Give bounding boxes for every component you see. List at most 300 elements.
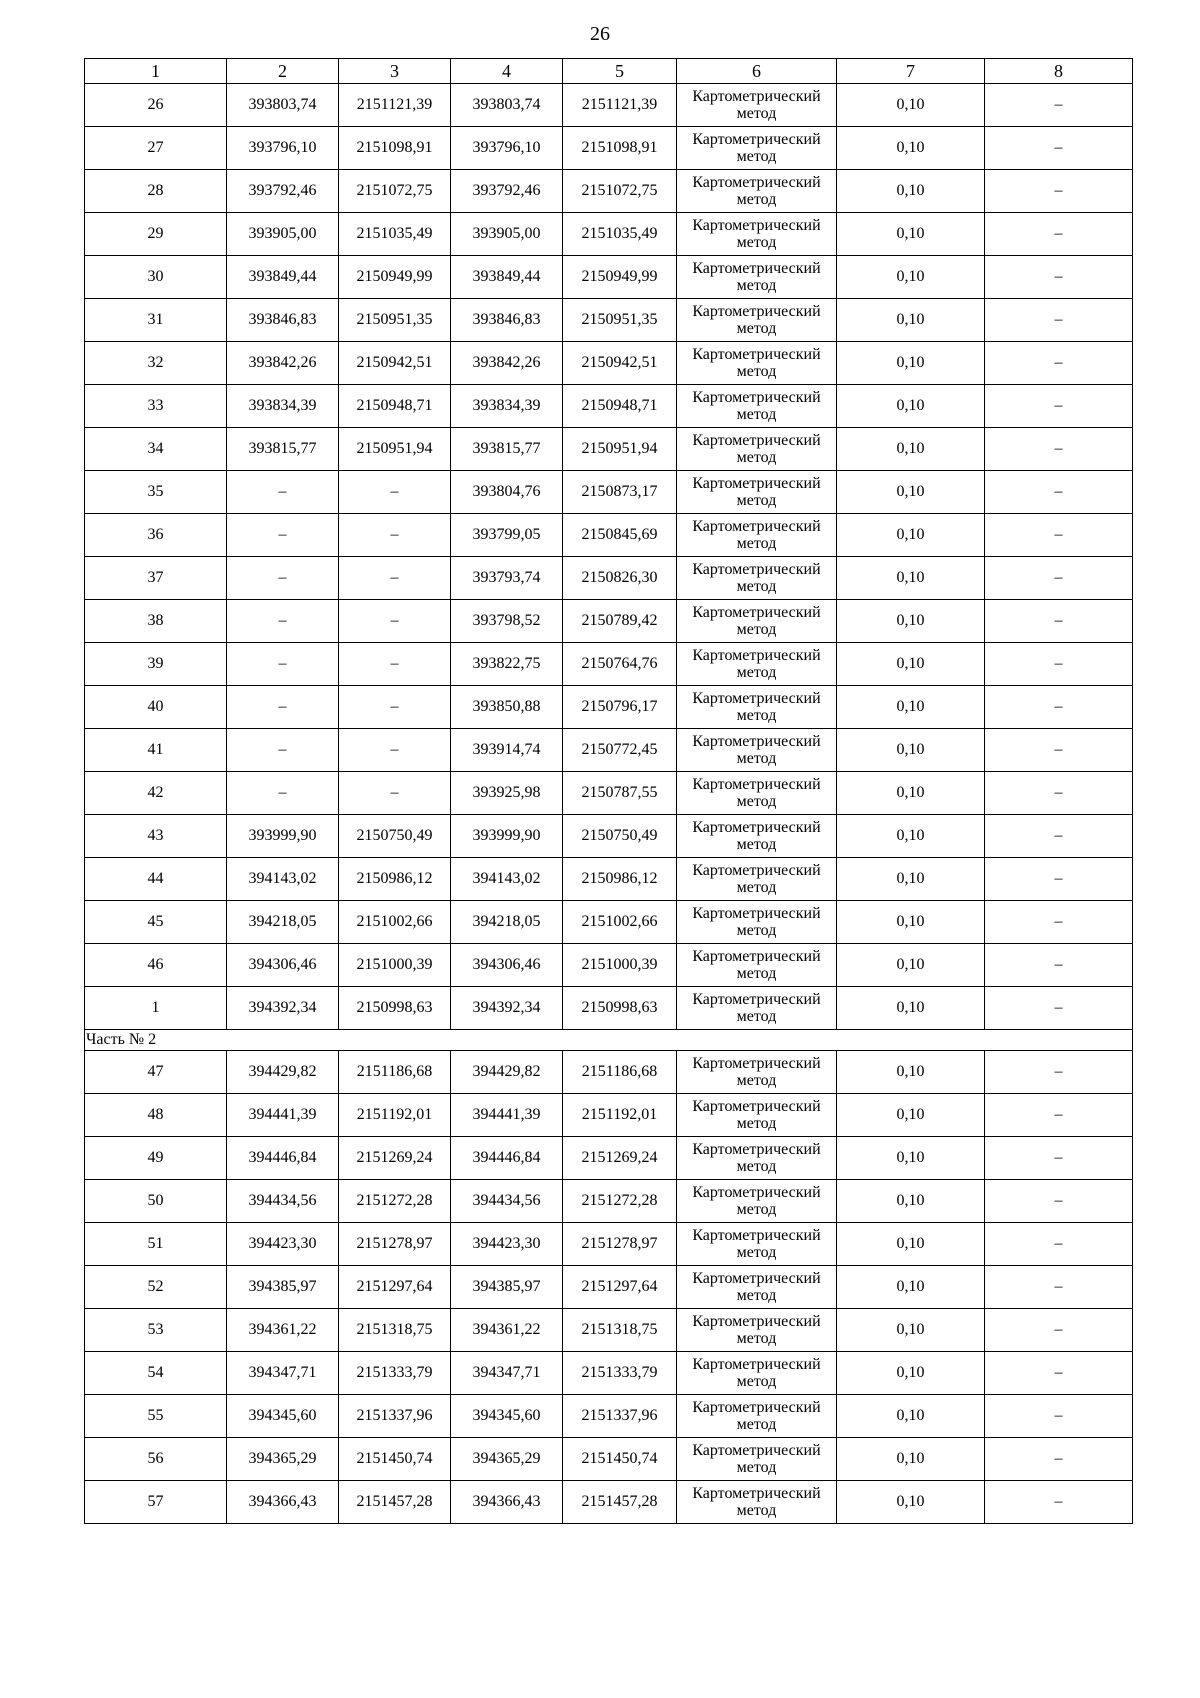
x-new-cell: 393815,77 [451,428,563,471]
description-cell: – [985,385,1133,428]
point-number-cell: 30 [85,256,227,299]
method-line-2: метод [736,1072,777,1089]
x-old-cell: 394366,43 [227,1481,339,1524]
table-row [85,858,1133,901]
y-old-cell: 2151278,97 [339,1223,451,1266]
x-new-cell: 393999,90 [451,815,563,858]
point-number-cell: 44 [85,858,227,901]
description-cell: – [985,987,1133,1030]
table-row [85,514,1133,557]
x-new-cell: 393842,26 [451,342,563,385]
description-cell: – [985,471,1133,514]
accuracy-cell: 0,10 [837,901,985,944]
method-line-2: метод [736,879,777,896]
point-number-cell: 28 [85,170,227,213]
description-cell: – [985,1438,1133,1481]
method-line-1: Картометрический [692,948,821,965]
column-number: 4 [451,59,563,84]
description-cell: – [985,1051,1133,1094]
table-row [85,643,1133,686]
y-old-cell: 2151269,24 [339,1137,451,1180]
y-new-cell: 2150764,76 [563,643,677,686]
method-line-2: метод [736,1158,777,1175]
method-line-1: Картометрический [692,1184,821,1201]
description-cell: – [985,1481,1133,1524]
method-line-1: Картометрический [692,776,821,793]
coordinates-table [84,58,1133,1524]
method-line-1: Картометрический [692,733,821,750]
method-line-2: метод [736,836,777,853]
accuracy-cell: 0,10 [837,127,985,170]
method-line-1: Картометрический [692,1399,821,1416]
accuracy-cell: 0,10 [837,1051,985,1094]
column-number-row [85,59,1133,84]
x-new-cell: 394446,84 [451,1137,563,1180]
y-old-cell: 2151318,75 [339,1309,451,1352]
method-line-1: Картометрический [692,1141,821,1158]
x-old-cell: 393905,00 [227,213,339,256]
y-new-cell: 2150948,71 [563,385,677,428]
method-cell [677,1051,837,1094]
method-cell [677,1266,837,1309]
y-old-cell: – [339,600,451,643]
method-line-2: метод [736,793,777,810]
accuracy-cell: 0,10 [837,686,985,729]
y-old-cell: 2151272,28 [339,1180,451,1223]
y-new-cell: 2150951,35 [563,299,677,342]
description-cell: – [985,514,1133,557]
description-cell: – [985,772,1133,815]
method-line-1: Картометрический [692,1227,821,1244]
x-old-cell: – [227,600,339,643]
table-row [85,428,1133,471]
method-line-2: метод [736,578,777,595]
method-cell [677,170,837,213]
method-line-1: Картометрический [692,303,821,320]
x-new-cell: 393849,44 [451,256,563,299]
method-cell [677,1481,837,1524]
accuracy-cell: 0,10 [837,170,985,213]
x-new-cell: 394385,97 [451,1266,563,1309]
x-new-cell: 394392,34 [451,987,563,1030]
y-new-cell: 2151278,97 [563,1223,677,1266]
accuracy-cell: 0,10 [837,1137,985,1180]
method-cell [677,256,837,299]
table-row [85,256,1133,299]
table-row [85,1223,1133,1266]
accuracy-cell: 0,10 [837,729,985,772]
method-line-2: метод [736,277,777,294]
method-line-1: Картометрический [692,1356,821,1373]
method-line-2: метод [736,1201,777,1218]
point-number-cell: 54 [85,1352,227,1395]
table-row [85,815,1133,858]
y-new-cell: 2150998,63 [563,987,677,1030]
method-line-2: метод [736,535,777,552]
x-new-cell: 394365,29 [451,1438,563,1481]
x-new-cell: 394306,46 [451,944,563,987]
point-number-cell: 40 [85,686,227,729]
y-old-cell: – [339,514,451,557]
method-cell [677,1309,837,1352]
x-old-cell: – [227,514,339,557]
description-cell: – [985,1309,1133,1352]
x-old-cell: – [227,686,339,729]
x-old-cell: – [227,643,339,686]
x-new-cell: 394143,02 [451,858,563,901]
accuracy-cell: 0,10 [837,1395,985,1438]
y-old-cell: 2151000,39 [339,944,451,987]
method-line-2: метод [736,191,777,208]
method-cell [677,600,837,643]
method-cell [677,901,837,944]
accuracy-cell: 0,10 [837,600,985,643]
method-cell [677,557,837,600]
method-line-1: Картометрический [692,346,821,363]
y-new-cell: 2150942,51 [563,342,677,385]
method-line-2: метод [736,105,777,122]
method-line-1: Картометрический [692,647,821,664]
table-row [85,1094,1133,1137]
y-new-cell: 2151318,75 [563,1309,677,1352]
accuracy-cell: 0,10 [837,1094,985,1137]
y-old-cell: – [339,729,451,772]
y-old-cell: 2151002,66 [339,901,451,944]
y-old-cell: 2151186,68 [339,1051,451,1094]
y-old-cell: 2151192,01 [339,1094,451,1137]
table-row [85,127,1133,170]
x-new-cell: 394366,43 [451,1481,563,1524]
method-line-1: Картометрический [692,1270,821,1287]
column-number: 1 [85,59,227,84]
point-number-cell: 42 [85,772,227,815]
x-new-cell: 394429,82 [451,1051,563,1094]
description-cell: – [985,557,1133,600]
accuracy-cell: 0,10 [837,84,985,127]
y-new-cell: 2151457,28 [563,1481,677,1524]
x-old-cell: 393842,26 [227,342,339,385]
description-cell: – [985,901,1133,944]
table-row [85,1438,1133,1481]
method-line-1: Картометрический [692,1313,821,1330]
x-new-cell: 393925,98 [451,772,563,815]
column-number: 5 [563,59,677,84]
column-number: 6 [677,59,837,84]
method-line-2: метод [736,492,777,509]
method-line-1: Картометрический [692,1485,821,1502]
method-line-2: метод [736,965,777,982]
x-old-cell: 394385,97 [227,1266,339,1309]
point-number-cell: 35 [85,471,227,514]
y-old-cell: 2150951,94 [339,428,451,471]
accuracy-cell: 0,10 [837,256,985,299]
y-old-cell: 2150750,49 [339,815,451,858]
x-old-cell: 394429,82 [227,1051,339,1094]
x-old-cell: 394347,71 [227,1352,339,1395]
description-cell: – [985,858,1133,901]
x-old-cell: 394345,60 [227,1395,339,1438]
method-cell [677,385,837,428]
x-new-cell: 393850,88 [451,686,563,729]
description-cell: – [985,299,1133,342]
point-number-cell: 1 [85,987,227,1030]
y-old-cell: 2151450,74 [339,1438,451,1481]
accuracy-cell: 0,10 [837,1438,985,1481]
x-old-cell: 394143,02 [227,858,339,901]
method-line-1: Картометрический [692,862,821,879]
point-number-cell: 38 [85,600,227,643]
description-cell: – [985,729,1133,772]
x-old-cell: 393792,46 [227,170,339,213]
y-new-cell: 2150787,55 [563,772,677,815]
x-new-cell: 393796,10 [451,127,563,170]
accuracy-cell: 0,10 [837,944,985,987]
point-number-cell: 47 [85,1051,227,1094]
x-new-cell: 393798,52 [451,600,563,643]
method-cell [677,1352,837,1395]
method-cell [677,1395,837,1438]
y-new-cell: 2150796,17 [563,686,677,729]
accuracy-cell: 0,10 [837,643,985,686]
method-cell [677,342,837,385]
method-cell [677,944,837,987]
method-cell [677,858,837,901]
description-cell: – [985,686,1133,729]
point-number-cell: 29 [85,213,227,256]
point-number-cell: 56 [85,1438,227,1481]
x-new-cell: 394218,05 [451,901,563,944]
y-old-cell: – [339,772,451,815]
y-old-cell: 2150948,71 [339,385,451,428]
point-number-cell: 50 [85,1180,227,1223]
table-row [85,1352,1133,1395]
table-row [85,772,1133,815]
point-number-cell: 34 [85,428,227,471]
method-line-2: метод [736,664,777,681]
y-new-cell: 2151272,28 [563,1180,677,1223]
method-cell [677,1137,837,1180]
table-row [85,471,1133,514]
description-cell: – [985,428,1133,471]
table-row [85,987,1133,1030]
table-row [85,1180,1133,1223]
point-number-cell: 36 [85,514,227,557]
method-line-1: Картометрический [692,604,821,621]
y-old-cell: 2150998,63 [339,987,451,1030]
method-line-1: Картометрический [692,518,821,535]
y-new-cell: 2150873,17 [563,471,677,514]
column-number: 2 [227,59,339,84]
method-line-2: метод [736,1008,777,1025]
method-cell [677,213,837,256]
x-new-cell: 393914,74 [451,729,563,772]
method-cell [677,84,837,127]
method-line-2: метод [736,1244,777,1261]
table-row [85,84,1133,127]
accuracy-cell: 0,10 [837,1352,985,1395]
accuracy-cell: 0,10 [837,1223,985,1266]
method-line-2: метод [736,320,777,337]
point-number-cell: 46 [85,944,227,987]
x-new-cell: 394434,56 [451,1180,563,1223]
method-cell [677,1438,837,1481]
description-cell: – [985,256,1133,299]
method-cell [677,1223,837,1266]
method-cell [677,127,837,170]
method-line-1: Картометрический [692,690,821,707]
method-line-2: метод [736,1373,777,1390]
method-line-1: Картометрический [692,819,821,836]
description-cell: – [985,213,1133,256]
table-row [85,901,1133,944]
method-line-2: метод [736,707,777,724]
description-cell: – [985,1395,1133,1438]
point-number-cell: 39 [85,643,227,686]
description-cell: – [985,127,1133,170]
method-cell [677,299,837,342]
y-new-cell: 2151035,49 [563,213,677,256]
method-line-2: метод [736,148,777,165]
y-old-cell: 2150949,99 [339,256,451,299]
y-new-cell: 2150826,30 [563,557,677,600]
x-new-cell: 393834,39 [451,385,563,428]
table-row [85,385,1133,428]
accuracy-cell: 0,10 [837,772,985,815]
y-new-cell: 2151002,66 [563,901,677,944]
x-old-cell: 393796,10 [227,127,339,170]
x-new-cell: 394441,39 [451,1094,563,1137]
point-number-cell: 27 [85,127,227,170]
y-new-cell: 2150951,94 [563,428,677,471]
table-row [85,1481,1133,1524]
method-line-1: Картометрический [692,88,821,105]
method-line-2: метод [736,449,777,466]
method-cell [677,643,837,686]
page-number: 26 [590,23,610,45]
x-old-cell: 393834,39 [227,385,339,428]
method-line-1: Картометрический [692,991,821,1008]
point-number-cell: 43 [85,815,227,858]
section-title: Часть № 2 [85,1030,1133,1051]
table-row [85,729,1133,772]
x-new-cell: 393792,46 [451,170,563,213]
y-old-cell: 2150951,35 [339,299,451,342]
description-cell: – [985,1137,1133,1180]
description-cell: – [985,643,1133,686]
y-new-cell: 2151333,79 [563,1352,677,1395]
point-number-cell: 33 [85,385,227,428]
y-new-cell: 2151297,64 [563,1266,677,1309]
point-number-cell: 51 [85,1223,227,1266]
y-old-cell: 2151333,79 [339,1352,451,1395]
point-number-cell: 26 [85,84,227,127]
accuracy-cell: 0,10 [837,428,985,471]
accuracy-cell: 0,10 [837,1481,985,1524]
y-new-cell: 2151269,24 [563,1137,677,1180]
table-row [85,686,1133,729]
y-old-cell: 2151098,91 [339,127,451,170]
x-old-cell: 394441,39 [227,1094,339,1137]
point-number-cell: 55 [85,1395,227,1438]
x-old-cell: 394392,34 [227,987,339,1030]
table-row [85,557,1133,600]
method-line-2: метод [736,1330,777,1347]
x-old-cell: 393846,83 [227,299,339,342]
method-line-1: Картометрический [692,1442,821,1459]
description-cell: – [985,1223,1133,1266]
description-cell: – [985,944,1133,987]
table-row [85,299,1133,342]
y-old-cell: 2151072,75 [339,170,451,213]
y-new-cell: 2150845,69 [563,514,677,557]
x-old-cell: 394434,56 [227,1180,339,1223]
description-cell: – [985,815,1133,858]
x-new-cell: 393822,75 [451,643,563,686]
accuracy-cell: 0,10 [837,299,985,342]
method-line-1: Картометрический [692,389,821,406]
point-number-cell: 52 [85,1266,227,1309]
description-cell: – [985,342,1133,385]
y-new-cell: 2150986,12 [563,858,677,901]
x-old-cell: – [227,471,339,514]
method-cell [677,815,837,858]
y-new-cell: 2151186,68 [563,1051,677,1094]
method-line-1: Картометрический [692,1055,821,1072]
description-cell: – [985,170,1133,213]
y-old-cell: 2151337,96 [339,1395,451,1438]
accuracy-cell: 0,10 [837,987,985,1030]
x-new-cell: 393793,74 [451,557,563,600]
accuracy-cell: 0,10 [837,1266,985,1309]
method-line-1: Картометрический [692,131,821,148]
x-old-cell: 393849,44 [227,256,339,299]
y-new-cell: 2151337,96 [563,1395,677,1438]
method-line-2: метод [736,1459,777,1476]
description-cell: – [985,84,1133,127]
point-number-cell: 32 [85,342,227,385]
point-number-cell: 49 [85,1137,227,1180]
column-number: 8 [985,59,1133,84]
y-new-cell: 2150750,49 [563,815,677,858]
x-new-cell: 394347,71 [451,1352,563,1395]
table-row [85,1137,1133,1180]
method-cell [677,1180,837,1223]
x-old-cell: 394361,22 [227,1309,339,1352]
table-row [85,1395,1133,1438]
point-number-cell: 41 [85,729,227,772]
x-old-cell: – [227,557,339,600]
point-number-cell: 45 [85,901,227,944]
table-row [85,1309,1133,1352]
y-old-cell: – [339,557,451,600]
y-new-cell: 2150772,45 [563,729,677,772]
table-row [85,1051,1133,1094]
x-old-cell: 394423,30 [227,1223,339,1266]
y-old-cell: 2150942,51 [339,342,451,385]
method-cell [677,729,837,772]
x-old-cell: 393815,77 [227,428,339,471]
accuracy-cell: 0,10 [837,1180,985,1223]
table-row [85,1266,1133,1309]
column-number: 7 [837,59,985,84]
y-old-cell: 2151035,49 [339,213,451,256]
y-old-cell: – [339,686,451,729]
y-old-cell: 2151457,28 [339,1481,451,1524]
method-line-2: метод [736,363,777,380]
method-line-1: Картометрический [692,260,821,277]
accuracy-cell: 0,10 [837,557,985,600]
description-cell: – [985,1266,1133,1309]
